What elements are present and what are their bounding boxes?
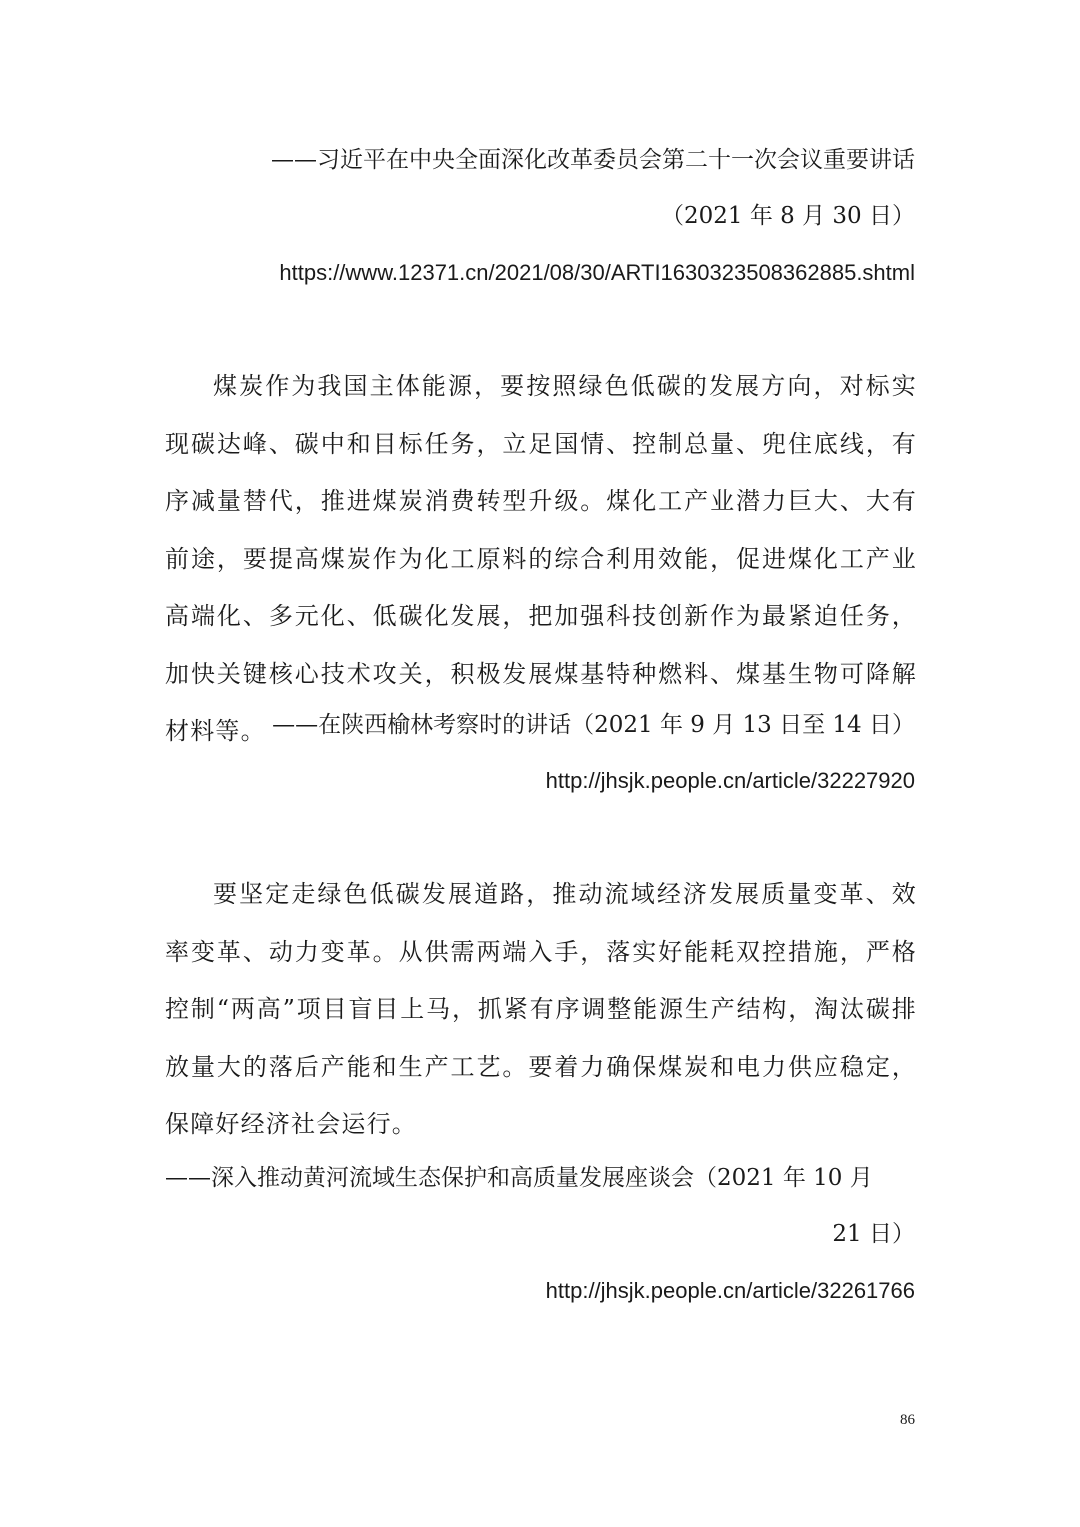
paragraph-coal-energy: 煤炭作为我国主体能源，要按照绿色低碳的发展方向，对标实现碳达峰、碳中和目标任务，立足国情、控制总量、兜住底线，有序减量替代，推进煤炭消费转型升级。煤化工产业潜力巨大、大有前途，要提高煤炭作为化工原料的综合利用效能，促进煤化工产业高端化、多元化、低碳化发展，把加强科技创新作为最紧迫任务，加快关键核心技术攻关，积极发展煤基特种燃料、煤基生物可降解材料等。 — [165, 372, 917, 745]
paragraph-green-development: 要坚定走绿色低碳发展道路，推动流域经济发展质量变革、效率变革、动力变革。从供需两端入手，落实好能耗双控措施，严格控制“两高”项目盲目上马，抓紧有序调整能源生产结构，淘汰碳排放量大的落后产能和生产工艺。要着力确保煤炭和电力供应稳定，保障好经济社会运行。 — [165, 880, 917, 1138]
attribution-3-line-1: ——深入推动黄河流域生态保护和高质量发展座谈会（2021 年 10 月 — [165, 1165, 873, 1191]
source-link-2[interactable]: http://jhsjk.people.cn/article/32227920 — [545, 768, 915, 793]
date-1: （2021 年 8 月 30 日） — [661, 203, 915, 229]
attribution-3-line-2: 21 日） — [832, 1221, 915, 1247]
source-link-3[interactable]: http://jhsjk.people.cn/article/32261766 — [545, 1278, 915, 1303]
page-number: 86 — [900, 1412, 915, 1428]
source-link-1[interactable]: https://www.12371.cn/2021/08/30/ARTI1630323508362885.shtml — [279, 260, 915, 285]
attribution-2: ——在陕西榆林考察时的讲话（2021 年 9 月 13 日至 14 日） — [272, 712, 915, 738]
attribution-1: ——习近平在中央全面深化改革委员会第二十一次会议重要讲话 — [271, 147, 915, 173]
